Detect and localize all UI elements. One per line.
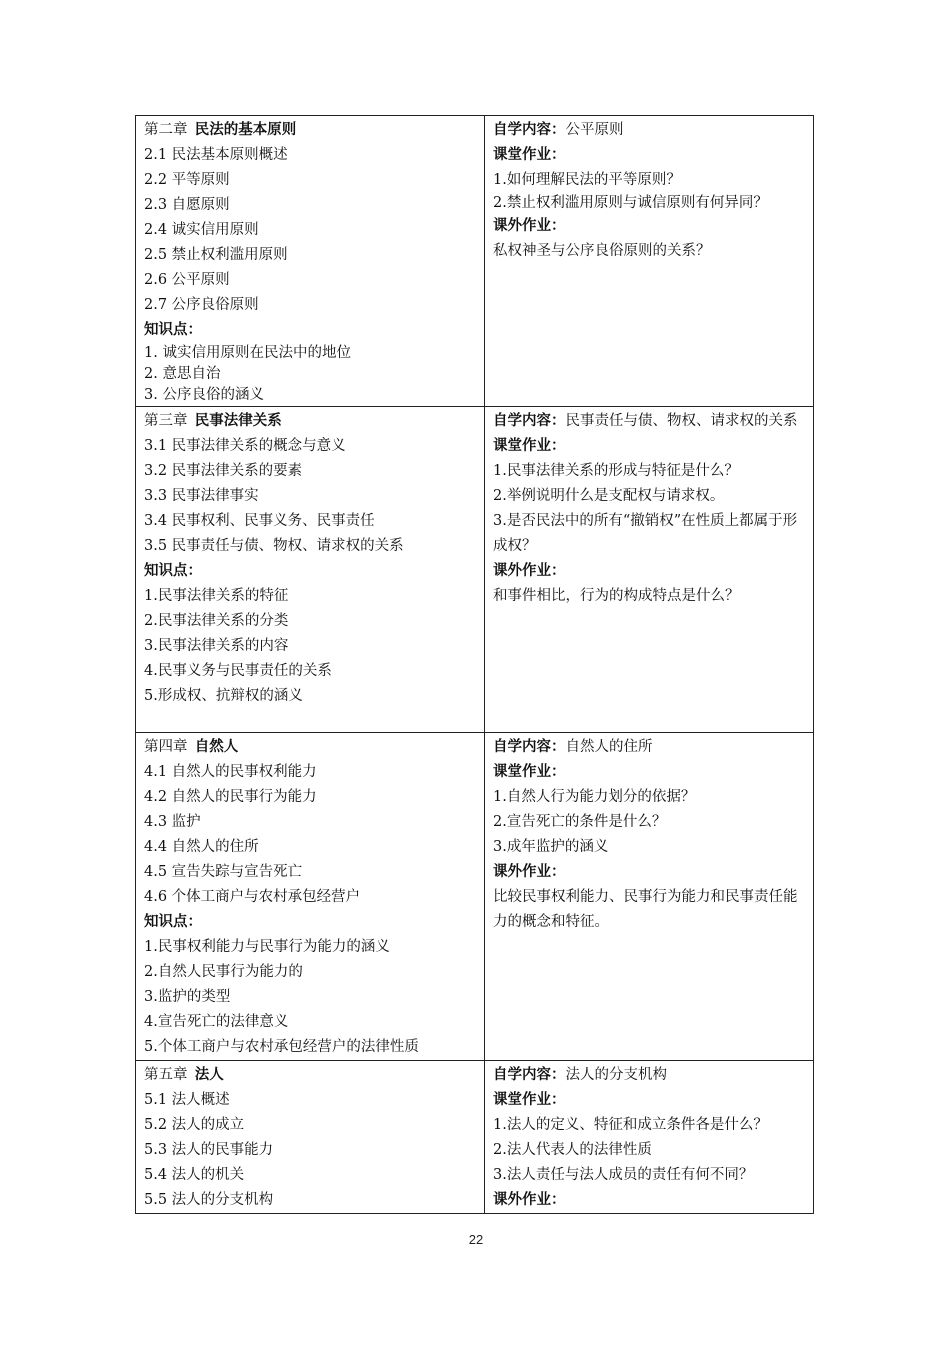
section-item: 2.1 民法基本原则概述 bbox=[144, 147, 288, 163]
chapter-outline-cell bbox=[136, 1061, 485, 1214]
knowledge-point: 2.民事法律关系的分类 bbox=[144, 613, 289, 629]
section-item: 5.3 法人的民事能力 bbox=[144, 1142, 274, 1158]
chapter-title: 自然人 bbox=[194, 739, 239, 755]
classwork-item: 3.成年监护的涵义 bbox=[493, 839, 609, 855]
homework-item: 私权神圣与公序良俗原则的关系？ bbox=[493, 243, 711, 259]
knowledge-point: 2.自然人民事行为能力的 bbox=[144, 964, 303, 980]
section-item: 4.2 自然人的民事行为能力 bbox=[144, 789, 317, 805]
classwork-item: 1.如何理解民法的平等原则？ bbox=[493, 172, 681, 188]
homework-label: 课外作业： bbox=[493, 1192, 566, 1208]
section-item: 3.5 民事责任与债、物权、请求权的关系 bbox=[144, 538, 404, 554]
knowledge-point: 5.形成权、抗辩权的涵义 bbox=[144, 688, 303, 704]
section-item: 5.5 法人的分支机构 bbox=[144, 1192, 274, 1208]
assignment-cell bbox=[485, 116, 814, 407]
section-item: 5.1 法人概述 bbox=[144, 1092, 230, 1108]
assignment-cell bbox=[485, 407, 814, 733]
chapter-row bbox=[136, 733, 814, 1061]
classwork-label: 课堂作业： bbox=[493, 438, 566, 454]
classwork-item: 2.举例说明什么是支配权与请求权。 bbox=[493, 488, 725, 504]
chapter-outline-cell bbox=[136, 116, 485, 407]
chapter-title: 民法的基本原则 bbox=[194, 122, 297, 138]
chapter-outline-cell bbox=[136, 733, 485, 1061]
section-item: 4.4 自然人的住所 bbox=[144, 839, 259, 855]
section-item: 4.6 个体工商户与农村承包经营户 bbox=[144, 889, 361, 905]
classwork-item: 3.法人责任与法人成员的责任有何不同？ bbox=[493, 1167, 754, 1183]
self-study: 自学内容：法人的分支机构 bbox=[493, 1067, 667, 1083]
classwork-item: 1.自然人行为能力划分的依据？ bbox=[493, 789, 696, 805]
chapter-heading: 第五章 法人 bbox=[144, 1067, 224, 1083]
knowledge-point: 3.民事法律关系的内容 bbox=[144, 638, 289, 654]
classwork-item: 1.民事法律关系的形成与特征是什么？ bbox=[493, 463, 739, 479]
section-item: 2.5 禁止权利滥用原则 bbox=[144, 247, 288, 263]
self-study: 自学内容：自然人的住所 bbox=[493, 739, 653, 755]
homework-item: 比较民事权利能力、民事行为能力和民事责任能力的概念和特征。 bbox=[493, 889, 798, 930]
classwork-label: 课堂作业： bbox=[493, 1092, 566, 1108]
syllabus-table bbox=[135, 115, 814, 1214]
knowledge-point: 3.监护的类型 bbox=[144, 989, 231, 1005]
section-item: 3.3 民事法律事实 bbox=[144, 488, 259, 504]
section-item: 3.2 民事法律关系的要素 bbox=[144, 463, 303, 479]
knowledge-points-label: 知识点： bbox=[144, 563, 202, 579]
section-item: 4.5 宣告失踪与宣告死亡 bbox=[144, 864, 303, 880]
section-item: 3.1 民事法律关系的概念与意义 bbox=[144, 438, 346, 454]
chapter-title: 民事法律关系 bbox=[194, 413, 282, 429]
self-study: 自学内容：民事责任与债、物权、请求权的关系 bbox=[493, 413, 798, 429]
classwork-label: 课堂作业： bbox=[493, 147, 566, 163]
knowledge-point: 5.个体工商户与农村承包经营户的法律性质 bbox=[144, 1039, 419, 1055]
homework-label: 课外作业： bbox=[493, 218, 566, 234]
classwork-item: 1.法人的定义、特征和成立条件各是什么？ bbox=[493, 1117, 768, 1133]
section-item: 2.4 诚实信用原则 bbox=[144, 222, 259, 238]
chapter-outline-cell bbox=[136, 407, 485, 733]
homework-label: 课外作业： bbox=[493, 864, 566, 880]
knowledge-point: 4.民事义务与民事责任的关系 bbox=[144, 663, 332, 679]
section-item: 4.3 监护 bbox=[144, 814, 201, 830]
knowledge-point: 1.民事法律关系的特征 bbox=[144, 588, 289, 604]
chapter-row bbox=[136, 407, 814, 733]
knowledge-point: 4.宣告死亡的法律意义 bbox=[144, 1014, 289, 1030]
classwork-item: 2.宣告死亡的条件是什么？ bbox=[493, 814, 667, 830]
knowledge-points-label: 知识点： bbox=[144, 914, 202, 930]
knowledge-point: 3. 公序良俗的涵义 bbox=[144, 387, 264, 403]
page-number: 22 bbox=[468, 1232, 484, 1247]
chapter-heading: 第三章 民事法律关系 bbox=[144, 413, 282, 429]
section-item: 2.6 公平原则 bbox=[144, 272, 230, 288]
classwork-item: 2.禁止权利滥用原则与诚信原则有何异同？ bbox=[493, 195, 768, 211]
section-item: 5.2 法人的成立 bbox=[144, 1117, 245, 1133]
assignment-cell bbox=[485, 733, 814, 1061]
knowledge-point: 1. 诚实信用原则在民法中的地位 bbox=[144, 345, 351, 361]
section-item: 3.4 民事权利、民事义务、民事责任 bbox=[144, 513, 375, 529]
section-item: 4.1 自然人的民事权利能力 bbox=[144, 764, 317, 780]
knowledge-points-label: 知识点： bbox=[144, 322, 202, 338]
section-item: 2.7 公序良俗原则 bbox=[144, 297, 259, 313]
chapter-row bbox=[136, 116, 814, 407]
classwork-item: 3.是否民法中的所有“撤销权”在性质上都属于形成权？ bbox=[493, 513, 798, 554]
homework-label: 课外作业： bbox=[493, 563, 566, 579]
classwork-item: 2.法人代表人的法律性质 bbox=[493, 1142, 652, 1158]
chapter-heading: 第二章 民法的基本原则 bbox=[144, 122, 297, 138]
self-study: 自学内容：公平原则 bbox=[493, 122, 624, 138]
homework-item: 和事件相比，行为的构成特点是什么？ bbox=[493, 588, 740, 604]
knowledge-point: 2. 意思自治 bbox=[144, 366, 221, 382]
section-item: 5.4 法人的机关 bbox=[144, 1167, 245, 1183]
assignment-cell bbox=[485, 1061, 814, 1214]
chapter-heading: 第四章 自然人 bbox=[144, 739, 239, 755]
chapter-row bbox=[136, 1061, 814, 1214]
chapter-title: 法人 bbox=[194, 1067, 224, 1083]
knowledge-point: 1.民事权利能力与民事行为能力的涵义 bbox=[144, 939, 390, 955]
section-item: 2.3 自愿原则 bbox=[144, 197, 230, 213]
classwork-label: 课堂作业： bbox=[493, 764, 566, 780]
section-item: 2.2 平等原则 bbox=[144, 172, 230, 188]
